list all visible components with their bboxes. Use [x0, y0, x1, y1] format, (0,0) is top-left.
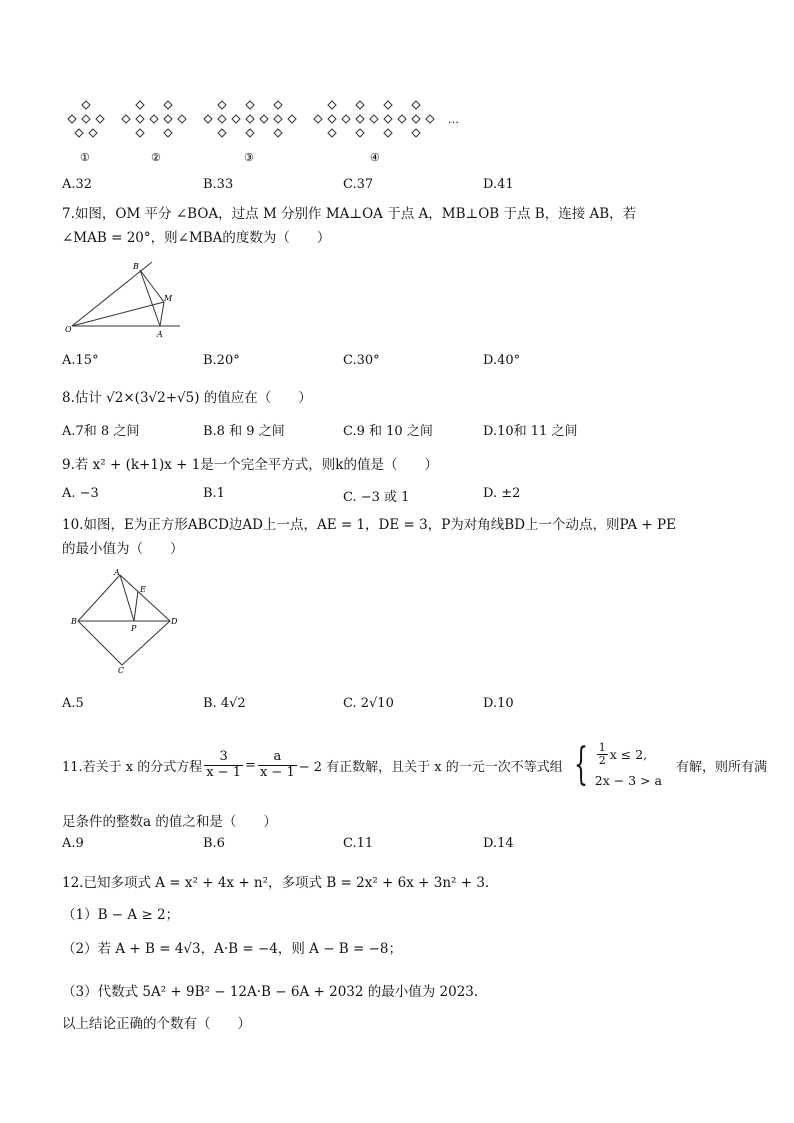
q11-sys-frac-num: 1 — [598, 741, 606, 754]
q8-stem: 8.估计 √2×(3√2+√5) 的值应在（ ） — [62, 390, 312, 406]
q11-fraction-2 — [258, 750, 297, 780]
q7-label-O: O — [65, 325, 72, 334]
q11-frac2-den: x − 1 — [259, 764, 295, 780]
q11-stem-line2: 足条件的整数a 的值之和是（ ） — [62, 814, 277, 830]
pattern-label-3: ③ — [244, 151, 254, 164]
q11-sys-frac-den: 2 — [598, 754, 606, 768]
q6-option-b: B.33 — [203, 177, 234, 192]
q7-label-M: M — [164, 294, 173, 303]
q10-stem-line2: 的最小值为（ ） — [62, 541, 184, 557]
q11-frac1-num: 3 — [204, 750, 243, 765]
pattern-3 — [204, 101, 296, 137]
q10-label-E: E — [140, 585, 146, 594]
q10-square-figure — [70, 565, 182, 677]
q6-option-a: A.32 — [62, 177, 93, 192]
q7-label-B: B — [133, 262, 139, 271]
q8-option-d: D.10和 11 之间 — [483, 424, 578, 439]
q10-label-B: B — [71, 617, 77, 626]
q11-stem-mid: − 2 有正数解，且关于 x 的一元一次不等式组 — [298, 759, 563, 775]
q11-system-line1: x ≤ 2, — [609, 747, 648, 763]
q11-frac1-den: x − 1 — [206, 764, 242, 780]
pattern-ellipsis: … — [448, 113, 459, 126]
q7-option-a: A.15° — [62, 353, 99, 368]
q12-stem: 12.已知多项式 A = x² + 4x + n²，多项式 B = 2x² + 6x + 3n² + 3. — [62, 875, 490, 891]
q11-option-c: C.11 — [343, 836, 374, 851]
q6-option-c: C.37 — [343, 177, 374, 192]
pattern-4 — [314, 101, 434, 137]
q12-statement-3: （3）代数式 5A² + 9B² − 12A·B − 6A + 2032 的最小值为 2023. — [62, 984, 479, 1000]
q10-label-A: A — [114, 568, 120, 577]
pattern-1 — [68, 101, 104, 137]
q10-option-c: C. 2√10 — [343, 696, 394, 711]
q11-fraction-1 — [204, 750, 243, 780]
q12-conclusion: 以上结论正确的个数有（ ） — [62, 1016, 251, 1032]
q8-option-a: A.7和 8 之间 — [62, 424, 140, 439]
pattern-label-2: ② — [151, 151, 161, 164]
q10-label-P: P — [131, 624, 137, 633]
q7-geometry-figure — [60, 256, 190, 342]
q10-label-C: C — [118, 666, 125, 675]
q8-option-b: B.8 和 9 之间 — [203, 424, 285, 439]
q12-statement-1: （1）B − A ≥ 2； — [62, 907, 180, 923]
diamond-pattern-figure — [60, 95, 480, 170]
q11-system-line2: 2x − 3 > a — [594, 773, 662, 789]
q7-option-b: B.20° — [203, 353, 240, 368]
q11-option-a: A.9 — [62, 836, 84, 851]
q10-option-a: A.5 — [62, 696, 84, 711]
q11-option-b: B.6 — [203, 836, 225, 851]
q8-option-c: C.9 和 10 之间 — [343, 424, 433, 439]
q9-stem: 9.若 x² + (k+1)x + 1是一个完全平方式，则k的值是（ ） — [62, 457, 438, 473]
pattern-label-1: ① — [80, 151, 90, 164]
q7-option-d: D.40° — [483, 353, 521, 368]
q11-stem-suffix: 有解，则所有满 — [676, 759, 768, 775]
q11-option-d: D.14 — [483, 836, 514, 851]
q6-option-d: D.41 — [483, 177, 514, 192]
q7-option-c: C.30° — [343, 353, 380, 368]
q9-option-c: C. −3 或 1 — [343, 490, 410, 505]
q12-statement-2: （2）若 A + B = 4√3，A·B = −4，则 A − B = −8； — [62, 941, 403, 957]
q11-frac2-num: a — [258, 750, 297, 765]
q11-stem-line1: 11.若关于 x 的分式方程 $\frac{3}{x - 1}$ = $\frac{a}{x - 1}$ − 2 有正数解，且关于 x 的一元一次不等式组 { $\frac{1}{2}$ x ≤ 2, 2x − 3 > a 有解，则所有满 — [62, 739, 768, 791]
q9-option-a: A. −3 — [62, 486, 99, 501]
pattern-label-4: ④ — [370, 151, 380, 164]
q7-stem-line1: 7.如图，OM 平分 ∠BOA，过点 M 分别作 MA⊥OA 于点 A，MB⊥OB 于点 B，连接 AB，若 — [62, 206, 637, 222]
q11-inequality-system: { $\frac{1}{2}$ x ≤ 2, 2x − 3 > a — [573, 739, 662, 791]
q10-stem-line1: 10.如图，E为正方形ABCD边AD上一点，AE = 1，DE = 3，P为对角线BD上一个动点，则PA + PE — [62, 517, 676, 533]
q9-option-b: B.1 — [203, 486, 225, 501]
q9-option-d: D. ±2 — [483, 486, 521, 501]
q10-option-d: D.10 — [483, 696, 514, 711]
q10-label-D: D — [171, 617, 178, 626]
q7-stem-line2: ∠MAB = 20°，则∠MBA的度数为（ ） — [62, 230, 331, 246]
q11-stem-prefix: 11.若关于 x 的分式方程 — [62, 759, 203, 775]
pattern-2 — [122, 101, 186, 137]
q7-label-A: A — [157, 330, 163, 339]
q10-option-b: B. 4√2 — [203, 696, 246, 711]
